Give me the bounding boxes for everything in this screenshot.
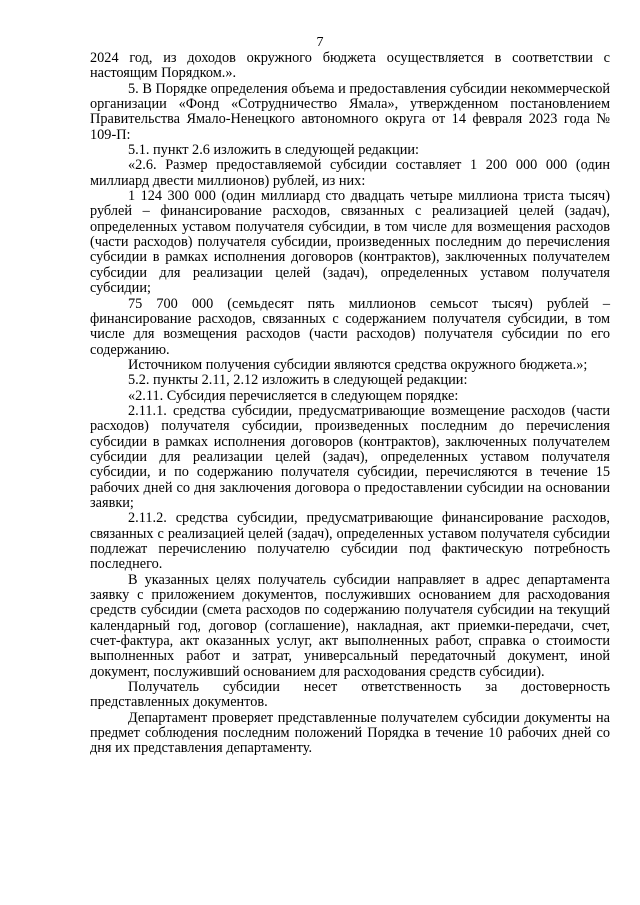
paragraph-clause-2-11-1: 2.11.1. средства субсидии, предусматривающие возмещение расходов (части расходов) получателя субсидии, произведенных последним до перечисления субсидии в рамках исполнения договоров (контрактов), заключенных получателем субсидии для реализации целей (задач), определенных уставом получателя субсидии, и по содержанию получателя субсидии, перечисляются в течение 15 рабочих дней со дня заключения договора о предоставлении субсидии на основании заявки; [90,402,610,511]
paragraph-clause-2-11-2: 2.11.2. средства субсидии, предусматривающие финансирование расходов, связанных с реализацией целей (задач), определенных уставом получателя субсидии подлежат перечислению получателю субсидии под фактическую потребность последнего. [90,510,610,573]
paragraph-responsibility: Получатель субсидии несет ответственность за достоверность представленных документов. [90,679,610,711]
document-body [90,51,610,757]
paragraph-item-5-2: 5.2. пункты 2.11, 2.12 изложить в следующей редакции: [128,372,468,389]
paragraph-clause-2-6: «2.6. Размер предоставляемой субсидии составляет 1 200 000 000 (один миллиард двести миллионов) рублей, из них: [90,157,610,189]
page-number: 7 [316,35,324,50]
paragraph-continuation: 2024 год, из доходов окружного бюджета осуществляется в соответствии с настоящим Порядком.». [90,50,610,82]
paragraph-item-5: 5. В Порядке определения объема и предоставления субсидии некоммерческой организации «Фонд «Сотрудничество Ямала», утвержденном постановлением Правительства Ямало-Ненецкого автономного округа от 14 февраля 2023 года № 109-П: [90,80,610,143]
paragraph-application: В указанных целях получатель субсидии направляет в адрес департамента заявку с приложением документов, послуживших основанием для расходования средств субсидии (смета расходов по содержанию получателя субсидии на текущий календарный год, договор (соглашение), накладная, акт приемки-передачи, счет, счет-фактура, акт оказанных услуг, акт выполненных работ, справка о стоимости выполненных работ и затрат, универсальный передаточный документ, иной документ, послуживший основанием для расходования средств субсидии). [90,571,610,680]
paragraph-item-5-1: 5.1. пункт 2.6 изложить в следующей редакции: [128,142,420,159]
paragraph-verification: Департамент проверяет представленные получателем субсидии документы на предмет соблюдения последним положений Порядка в течение 10 рабочих дней со дня их представления департаменту. [90,709,610,757]
paragraph-source: Источником получения субсидии являются средства окружного бюджета.»; [128,356,588,373]
paragraph-amount-2: 75 700 000 (семьдесят пять миллионов семьсот тысяч) рублей – финансирование расходов, связанных с содержанием получателя субсидии, в том числе для возмещения расходов (части расходов) получателя субсидии по его содержанию. [90,295,610,358]
paragraph-amount-1: 1 124 300 000 (один миллиард сто двадцать четыре миллиона триста тысяч) рублей – финансирование расходов, связанных с реализацией целей (задач), определенных уставом получателя субсидии, в том числе для возмещения расходов (части расходов) получателя субсидии, произведенных последним до перечисления субсидии в рамках исполнения договоров (контрактов), заключенных получателем субсидии для реализации целей (задач), определенных уставом получателя субсидии; [90,188,610,297]
paragraph-clause-2-11: «2.11. Субсидия перечисляется в следующем порядке: [128,387,459,404]
